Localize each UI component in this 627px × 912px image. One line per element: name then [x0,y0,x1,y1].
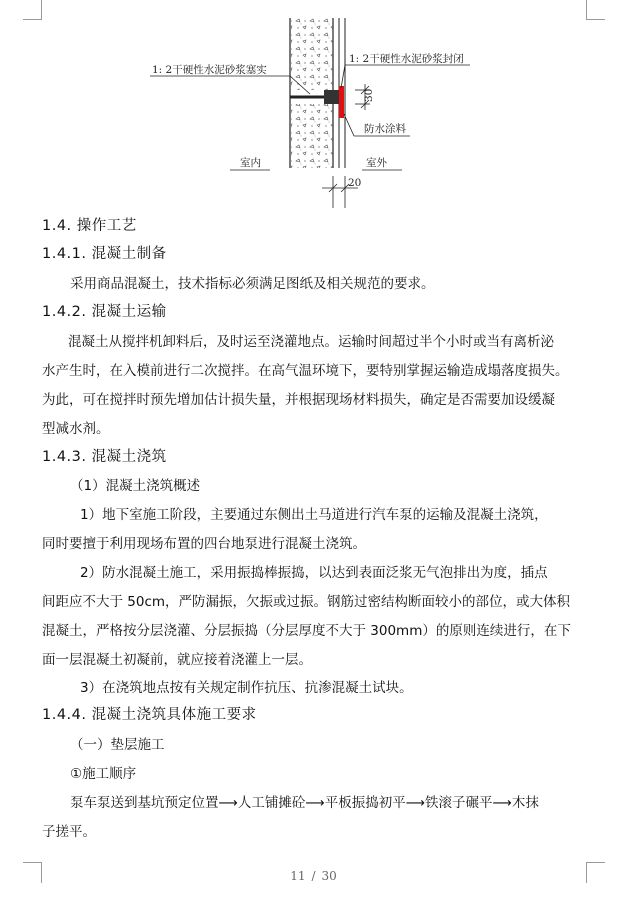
subheading-pour-overview: （1）混凝土浇筑概述 [70,478,201,494]
paragraph-item-1-line-1: 1）地下室施工阶段，主要通过东侧出土马道进行汽车泵的运输及混凝土浇筑， [80,507,548,523]
paragraph-transport-line-1: 混凝土从搅拌机卸料后，及时运至浇灌地点。运输时间超过半个小时或当有离析泌 [68,334,554,350]
heading-1-4-3: 1.4.3. 混凝土浇筑 [42,449,167,465]
page-total: 30 [321,869,337,883]
heading-1-4: 1.4. 操作工艺 [42,218,137,234]
paragraph-concrete-prep: 采用商品混凝土，技术指标必须满足图纸及相关规范的要求。 [70,276,435,292]
page-separator: / [311,869,316,883]
paragraph-item-3: 3）在浇筑地点按有关规定制作抗压、抗渗混凝土试块。 [80,680,413,696]
indoor-label: 室内 [240,157,261,169]
paragraph-transport-line-4: 型减水剂。 [42,421,110,437]
waterproof-label: 防水涂料 [364,123,406,135]
page-footer [0,869,627,883]
paragraph-item-1-line-2: 同时要擅于利用现场布置的四台地泵进行混凝土浇筑。 [42,536,366,552]
right-mortar-label: 1: 2干硬性水泥砂浆封闭 [349,53,464,65]
heading-1-4-2: 1.4.2. 混凝土运输 [42,304,167,320]
paragraph-item-2-line-3: 混凝土，严格按分层浇灌、分层振捣（分层厚度不大于 300mm）的原则连续进行，在下 [42,623,571,639]
subheading-construction-sequence: ①施工顺序 [70,766,137,782]
paragraph-item-2-line-4: 面一层混凝土初凝前，就应接着浇灌上一层。 [42,652,312,668]
paragraph-transport-line-3: 为此，可在搅拌时预先增加估计损失量，并根据现场材料损失，确定是否需要加设缓凝 [42,392,555,408]
paragraph-transport-line-2: 水产生时，在入模前进行二次搅拌。在高气温环境下，要特别掌握运输造成塌落度损失。 [42,363,569,379]
wall-waterproof-detail-diagram [140,18,490,210]
paragraph-item-2-line-1: 2）防水混凝土施工，采用振捣棒振捣，以达到表面泛浆无气泡排出为度，插点 [80,565,548,581]
outdoor-label: 室外 [366,157,387,169]
dimension-20-label: 20 [348,177,362,189]
subheading-cushion-layer: （一）垫层施工 [70,737,165,753]
dimension-30-label: 30 [363,88,375,102]
crop-mark-top-left [23,0,42,20]
flow-sequence-line-2: 子搓平。 [42,824,96,840]
heading-1-4-1: 1.4.1. 混凝土制备 [42,246,167,262]
left-mortar-label: 1: 2干硬性水泥砂浆塞实 [152,64,267,76]
heading-1-4-4: 1.4.4. 混凝土浇筑具体施工要求 [42,707,257,723]
page-number: 11 [290,869,306,883]
flow-sequence-line-1: 泵车泵送到基坑预定位置⟶人工铺摊砼⟶平板振捣初平⟶铁滚子碾平⟶木抹 [70,795,539,811]
crop-mark-top-right [586,0,605,20]
paragraph-item-2-line-2: 间距应不大于 50cm，严防漏振，欠振或过振。钢筋过密结构断面较小的部位，或大体积 [42,594,571,610]
